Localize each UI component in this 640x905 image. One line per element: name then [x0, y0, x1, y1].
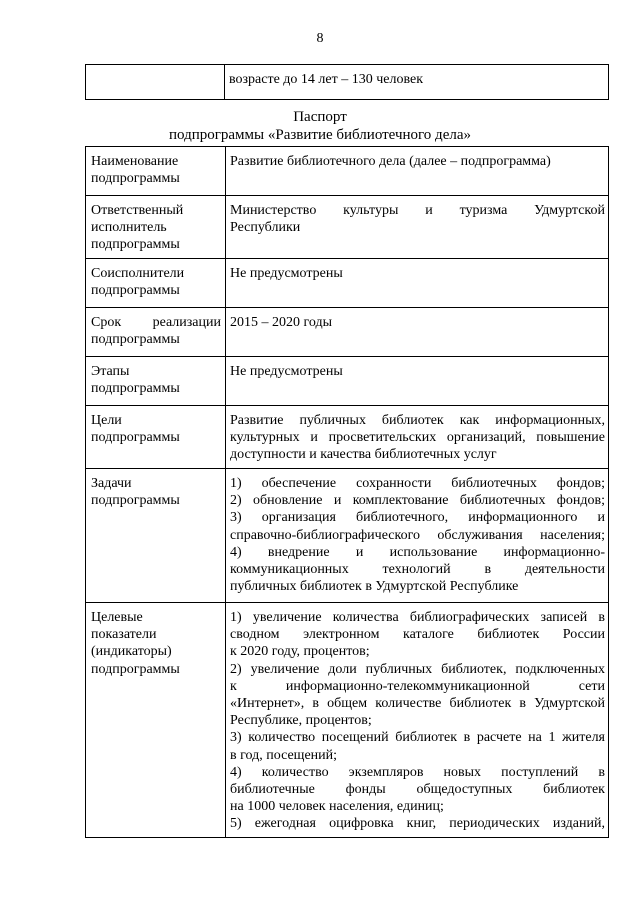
passport-title: Паспорт	[293, 109, 347, 125]
empty-cell	[86, 65, 225, 100]
row-label: Задачи подпрограммы	[86, 469, 226, 603]
passport-subtitle: подпрограммы «Развитие библиотечного дела»	[168, 127, 471, 143]
row-value: 1) обеспечение сохранности библиотечных фондов; 2) обновление и комплектование библиотечных фондов; 3) организация библиотечного, информационного и справочно-библиографического обслуживания населения; 4) внедрение и использование информационно- коммуникационных технологий в деятельности публичных библиотек в Удмуртской Республике	[226, 469, 609, 603]
row-label: Ответственный исполнитель подпрограммы	[86, 196, 226, 259]
table-row	[86, 308, 609, 357]
row-value: Развитие публичных библиотек как информационных, культурных и просветительских организаций, повышение доступности и качества библиотечных услуг	[226, 406, 609, 469]
row-label: Цели подпрограммы	[86, 406, 226, 469]
row-label: Целевые показатели (индикаторы) подпрограммы	[86, 603, 226, 838]
table-row	[86, 406, 609, 469]
page-number: 8	[316, 31, 324, 46]
row-value: Министерство культуры и туризма Удмуртской Республики	[226, 196, 609, 259]
row-label: Этапы подпрограммы	[86, 357, 226, 406]
row-value: Не предусмотрены	[226, 259, 609, 308]
table-row	[86, 469, 609, 603]
row-label: Соисполнители подпрограммы	[86, 259, 226, 308]
row-value: Развитие библиотечного дела (далее – подпрограмма)	[226, 147, 609, 196]
table-row	[86, 603, 609, 838]
table-row	[86, 147, 609, 196]
table-row	[86, 196, 609, 259]
table-row	[86, 357, 609, 406]
passport-table	[85, 146, 609, 838]
row-label: Наименование подпрограммы	[86, 147, 226, 196]
continuation-cell: возрасте до 14 лет – 130 человек	[225, 65, 609, 100]
row-value: 1) увеличение количества библиографических записей в сводном электронном каталоге библиотек России к 2020 году, процентов; 2) увеличение доли публичных библиотек, подключенных к информационно-телекоммуникационной сети «Интернет», в общем количестве библиотек в Удмуртской Республике, процентов; 3) количество посещений библиотек в расчете на 1 жителя в год, посещений; 4) количество экземпляров новых поступлений в библиотечные фонды общедоступных библиотек на 1000 человек населения, единиц; 5) ежегодная оцифровка книг, периодических изданий,	[226, 603, 609, 838]
row-value: 2015 – 2020 годы	[226, 308, 609, 357]
table-row	[86, 65, 609, 100]
continuation-table	[85, 64, 609, 100]
row-value: Не предусмотрены	[226, 357, 609, 406]
row-label: Срок реализации подпрограммы	[86, 308, 226, 357]
table-row	[86, 259, 609, 308]
